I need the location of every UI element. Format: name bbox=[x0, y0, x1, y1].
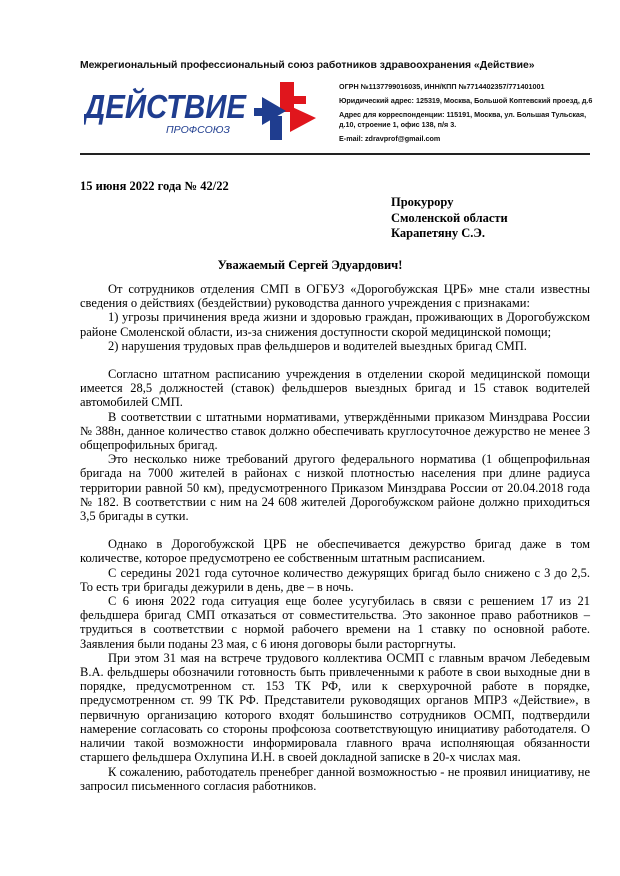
letter-greeting: Уважаемый Сергей Эдуардович! bbox=[217, 258, 403, 272]
paragraph: Это несколько ниже требований другого федерального норматива (1 общепрофильная бригада на 7000 жителей в районах с низкой плотностью населения при длине радиуса территории равной 50 км), предусмотренного Приказом Минздрава России от 20.04.2018 года № 182. В соответствии с ним на 24 608 жителей Дорогобужском районе должно приходиться 3,5 бригады в сутки. bbox=[80, 452, 590, 524]
letter-date-number: 15 июня 2022 года № 42/22 bbox=[80, 179, 229, 193]
letter-body bbox=[80, 282, 590, 793]
list-item: 2) нарушения трудовых прав фельдшеров и водителей выездных бригад СМП. bbox=[108, 338, 527, 353]
list-item: 1) угрозы причинения вреда жизни и здоровью граждан, проживающих в Дорогобужском районе Смоленской области, из-за снижения доступности скорой медицинской помощи; bbox=[80, 310, 590, 339]
logo-arrow-icon bbox=[254, 82, 316, 140]
paragraph: При этом 31 мая на встрече трудового коллектива ОСМП с главным врачом Лебедевым В.А. фельдшеры обозначили готовность быть привлеченными к работе в свои выходные дни в порядке, предусмотренном ст. 153 ТК РФ, или к сверхурочной работе в порядке, предусмотренном ст. 99 ТК РФ. Представители руководящих органов МПРЗ «Действие», в первичную организацию которого входят большинство сотрудников ОСМП, подтвердили намерение согласовать со стороны профсоюза соответствующую инициативу работодателя. О наличии такой возможности информировала главного врача исполняющая обязанности старшего фельдшера Охлупина И.Н. в своей докладной записке в 20-х числах мая. bbox=[80, 650, 590, 765]
legal-address: Юридический адрес: 125319, Москва, Большой Коптевский проезд, д.6 bbox=[339, 96, 593, 106]
addressee-line: Карапетяну С.Э. bbox=[391, 226, 486, 240]
paragraph: В соответствии с штатными нормативами, утверждёнными приказом Минздрава России № 388н, данное количество ставок должно обеспечивать круглосуточное дежурство не менее 3 общепрофильных бригад. bbox=[80, 409, 590, 453]
email-line: E-mail: zdravprof@gmail.com bbox=[339, 133, 441, 143]
ogrn-line: ОГРН №1137799016035, ИНН/КПП №7714402357/771401001 bbox=[339, 82, 545, 91]
paragraph: Согласно штатном расписанию учреждения в отделении скорой медицинской помощи имеется 28,5 должностей (ставок) фельдшеров выездных бригад и 15 ставок водителей автомобилей СМП. bbox=[80, 367, 590, 410]
logo-subtitle: ПРОФСОЮЗ bbox=[166, 124, 230, 136]
organization-title: Межрегиональный профессиональный союз работников здравоохранения «Действие» bbox=[80, 60, 535, 71]
paragraph: К сожалению, работодатель пренебрег данной возможностью - не проявил инициативу, не запросил письменного согласия работников. bbox=[80, 764, 590, 793]
addressee-block bbox=[391, 195, 508, 242]
union-logo bbox=[84, 82, 320, 140]
logo-name: ДЕЙСТВИЕ bbox=[84, 88, 266, 125]
addressee-line: Смоленской области bbox=[391, 210, 508, 225]
organization-requisites bbox=[339, 82, 594, 143]
paragraph: Однако в Дорогобужской ЦРБ не обеспечивается дежурство бригад даже в том количестве, которое предусмотрено ее собственным штатным расписанием. bbox=[80, 537, 590, 566]
paragraph: От сотрудников отделения СМП в ОГБУЗ «Дорогобужская ЦРБ» мне стали известны сведения о действиях (бездействии) руководства данного учреждения с признаками: bbox=[80, 282, 590, 311]
paragraph: С 6 июня 2022 года ситуация еще более усугубилась в связи с решением 17 из 21 фельдшера бригад СМП отказаться от совместительства. Это законное право работников – трудиться в соответствии с нормой рабочего времени на 1 ставку по основной работе. Заявления были поданы 23 мая, с 6 июня договоры были расторгнуты. bbox=[80, 594, 590, 651]
postal-address: Адрес для корреспонденции: 115191, Москва, ул. Большая Тульская, д.10, строение 1, офис 138, п/я 3. bbox=[339, 110, 587, 129]
header-divider bbox=[80, 153, 590, 155]
addressee-line: Прокурору bbox=[391, 195, 454, 209]
paragraph: С середины 2021 года суточное количество дежурящих бригад было снижено с 3 до 2,5. То есть три бригады дежурили в день, две – в ночь. bbox=[80, 565, 590, 594]
